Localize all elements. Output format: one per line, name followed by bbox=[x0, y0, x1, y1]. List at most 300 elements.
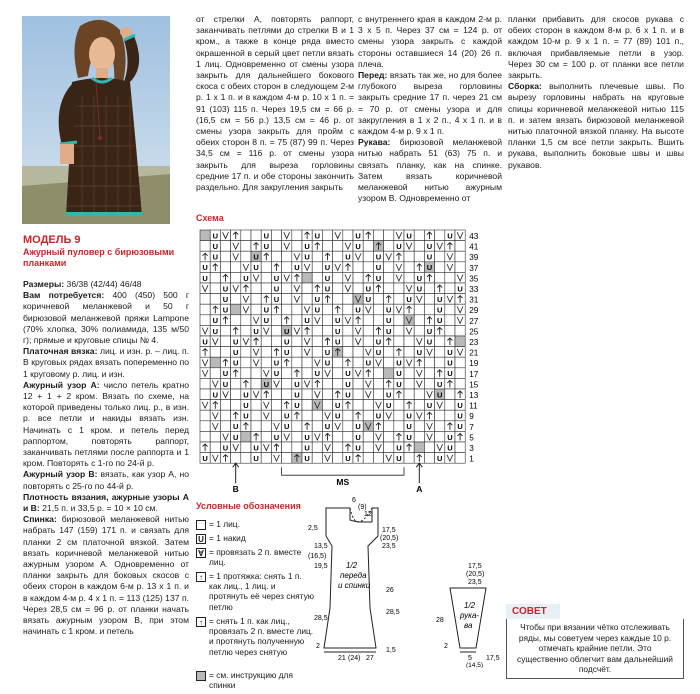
chart-symbol-yarn-over: U bbox=[396, 242, 402, 251]
chart-symbol-yarn-over: U bbox=[253, 263, 259, 273]
chart-symbol-yarn-over: U bbox=[283, 348, 290, 357]
chart-cell bbox=[210, 272, 220, 283]
chart-cell bbox=[424, 304, 434, 315]
chart-cell bbox=[251, 400, 261, 411]
front-left-1: 13,5 bbox=[314, 543, 328, 550]
chart-cell bbox=[373, 230, 383, 241]
chart-cell bbox=[414, 241, 424, 252]
chart-symbol-yarn-over: U bbox=[436, 454, 443, 463]
chart-cell bbox=[343, 304, 353, 315]
chart-cell bbox=[282, 442, 292, 453]
tip-text: Чтобы при вязании чётко отслеживать ряды, мы советуем через каждые 10 р. отмечать крайние петли. Это существенно облегчит вам дальнейший подсчёт. bbox=[506, 619, 684, 679]
chart-symbol-yarn-over: U bbox=[304, 316, 310, 326]
chart-symbol-yarn-over: U bbox=[222, 284, 229, 294]
chart-symbol-yarn-over: U bbox=[355, 443, 361, 453]
chart-cell bbox=[384, 262, 394, 273]
chart-symbol-yarn-over: U bbox=[222, 443, 229, 453]
chart-symbol-yarn-over: U bbox=[202, 263, 208, 273]
chart-symbol-yarn-over: U bbox=[212, 252, 219, 262]
legend-skp-symbol: ↑ bbox=[196, 572, 206, 582]
chart-cell bbox=[220, 347, 230, 358]
chart-row-label: 7 bbox=[469, 422, 474, 432]
chart-symbol-yarn-over: U bbox=[457, 411, 463, 421]
sleeve-label-1: 1/2 bbox=[464, 601, 476, 610]
chart-symbol-yarn-over: U bbox=[375, 252, 382, 262]
chart-cell bbox=[261, 283, 271, 294]
chart-symbol-yarn-over: U bbox=[222, 305, 229, 315]
chart-cell bbox=[220, 410, 230, 421]
chart-cell bbox=[282, 378, 292, 389]
front-left-2: (16,5) bbox=[308, 553, 327, 560]
chart-symbol-yarn-over: U bbox=[222, 379, 229, 389]
chart-symbol-yarn-over: U bbox=[283, 411, 290, 421]
chart-cell bbox=[435, 431, 445, 442]
chart-symbol-yarn-over: U bbox=[436, 305, 443, 315]
plat-text: лиц. и изн. р. – лиц. п. В круговых рядах вязать попеременно по 1 круговому р. лиц. и изн. bbox=[23, 346, 189, 379]
chart-cell bbox=[200, 315, 210, 326]
chart-cell bbox=[384, 347, 394, 358]
chart-cell bbox=[445, 283, 455, 294]
chart-symbol-yarn-over: U bbox=[324, 422, 331, 432]
col4-text: планки прибавить для скосов рукава с обеих сторон в каждом 8-м р. 6 х 1 п. и в каждом 10-м р. 9 х 1 п. = 77 (89) 101 п., включая прибавляемые петли в узор. Через 30 см = 100 р. от планки все петли закрыть. bbox=[508, 14, 684, 81]
chart-cell bbox=[353, 283, 363, 294]
chart-cell bbox=[271, 315, 281, 326]
chart-cell bbox=[394, 294, 404, 305]
chart-symbol-yarn-over: U bbox=[396, 358, 402, 368]
chart-row-label: 21 bbox=[469, 348, 479, 358]
legend-text: = 1 накид bbox=[209, 533, 246, 543]
chart-cell bbox=[220, 251, 230, 262]
chart-cell bbox=[271, 336, 281, 347]
chart-cell bbox=[282, 294, 292, 305]
chart-symbol-yarn-over: U bbox=[263, 316, 270, 326]
legend-item bbox=[196, 616, 315, 657]
chart-symbol-yarn-over: U bbox=[447, 231, 453, 241]
chart-cell bbox=[373, 294, 383, 305]
chart-cell bbox=[282, 389, 292, 400]
chart-cell bbox=[251, 368, 261, 379]
chart-symbol-yarn-over: U bbox=[385, 326, 392, 336]
chart-cell bbox=[292, 357, 302, 368]
chart-row-label: 35 bbox=[469, 274, 479, 284]
chart-cell bbox=[445, 400, 455, 411]
chart-symbol-yarn-over: U bbox=[202, 337, 208, 347]
chart-cell bbox=[414, 431, 424, 442]
chart-symbol-yarn-over: U bbox=[375, 348, 382, 357]
chart-cell bbox=[435, 421, 445, 432]
chart-cell bbox=[312, 325, 322, 336]
chart-symbol-yarn-over: U bbox=[426, 242, 433, 251]
pattern-a-text: число петель кратно 12 + 1 + 2 кром. Вязать по схеме, на которой приведены только лиц. р., в изн. р. все петли и накиды вязать изн. Начинать с 1 кром. и петель перед раппортом, повторять раппорт, заканчивать петлями после раппорта и 1 кром. Повторять с 1-го по 24-й р. bbox=[23, 379, 190, 469]
chart-symbol-yarn-over: U bbox=[232, 432, 239, 442]
chart-symbol-yarn-over: U bbox=[334, 401, 341, 410]
chart-cell bbox=[312, 272, 322, 283]
legend-yarn-over-symbol: U bbox=[196, 534, 206, 544]
chart-cell bbox=[231, 262, 241, 273]
chart-cell bbox=[384, 442, 394, 453]
legend-item bbox=[196, 519, 315, 530]
chart-symbol-yarn-over: U bbox=[294, 390, 300, 400]
chart-cell bbox=[384, 241, 394, 252]
chart-cell bbox=[302, 294, 312, 305]
chart-cell bbox=[251, 378, 261, 389]
chart-cell bbox=[210, 347, 220, 358]
sizes-label: Размеры: bbox=[23, 279, 65, 289]
chart-symbol-yarn-over: U bbox=[385, 305, 392, 315]
chart-cell bbox=[292, 431, 302, 442]
sleeve-top-1: 17,5 bbox=[468, 563, 482, 570]
chart-cell bbox=[435, 357, 445, 368]
chart-cell bbox=[343, 347, 353, 358]
chart-cell bbox=[363, 400, 373, 411]
chart-symbol-yarn-over: U bbox=[436, 390, 443, 400]
front-label-1: 1/2 bbox=[346, 561, 358, 570]
model-photo-illustration bbox=[22, 16, 170, 224]
chart-cell bbox=[231, 400, 241, 411]
chart-title: Схема bbox=[196, 213, 224, 223]
chart-cell bbox=[302, 368, 312, 379]
chart-row-label: 29 bbox=[469, 306, 479, 316]
chart-cell bbox=[455, 378, 465, 389]
chart-cell bbox=[251, 304, 261, 315]
chart-symbol-yarn-over: U bbox=[243, 390, 249, 400]
chart-cell bbox=[363, 453, 373, 464]
chart-cell bbox=[404, 347, 414, 358]
chart-cell bbox=[343, 336, 353, 347]
chart-cell bbox=[251, 421, 261, 432]
front-bottom-4: 1,5 bbox=[386, 647, 396, 654]
chart-symbol-yarn-over: U bbox=[396, 379, 402, 389]
chart-cell bbox=[373, 368, 383, 379]
chart-cell bbox=[353, 378, 363, 389]
chart-cell bbox=[322, 315, 332, 326]
pattern-a-paragraph bbox=[23, 380, 189, 470]
chart-cell bbox=[292, 347, 302, 358]
chart-cell bbox=[241, 453, 251, 464]
chart-cell bbox=[333, 251, 343, 262]
chart-symbol-yarn-over: U bbox=[396, 454, 402, 463]
chart-cell bbox=[231, 378, 241, 389]
chart-cell bbox=[435, 262, 445, 273]
legend-sk2p-symbol: ↑ bbox=[196, 617, 206, 627]
chart-cell bbox=[282, 368, 292, 379]
sleeve-label-2: рука- bbox=[460, 611, 480, 620]
knitting-chart bbox=[196, 226, 486, 494]
chart-cell bbox=[404, 378, 414, 389]
chart-cell bbox=[312, 442, 322, 453]
sleeve-bottom-1: 5 bbox=[468, 655, 472, 662]
materials-text: 400 (450) 500 г коричневой меланжевой и 50 г бирюзовой меланжевой пряжи Lampone (70% хлопка, 30% полиамида, 135 м/50 г); прямые и круговые спицы № 4. bbox=[23, 290, 189, 346]
chart-row-label: 27 bbox=[469, 316, 479, 326]
chart-cell bbox=[241, 368, 251, 379]
chart-cell bbox=[312, 347, 322, 358]
chart-cell bbox=[343, 325, 353, 336]
chart-cell bbox=[241, 347, 251, 358]
chart-symbol-yarn-over: U bbox=[375, 337, 382, 347]
chart-cell bbox=[282, 283, 292, 294]
chart-cell bbox=[322, 230, 332, 241]
chart-cell bbox=[210, 357, 220, 368]
col3-text: с внутреннего края в каждом 2-м р. 3 х 5 п. Через 37 см = 124 р. от смены узора закрыть с каждой стороны оставшиеся 14 (20) 26 п. плеча. bbox=[358, 14, 502, 69]
model-subtitle: Ажурный пуловер с бирюзовыми планками bbox=[23, 247, 175, 268]
col2-text: от стрелки А, повторять раппорт, заканчивать петлями до стрелки В и 1 кром., а также в конце ряда вместо окрашенной в серый цвет петли вязать 1 лиц. Одновременно от смены узора закрыть для дальнейшего бокового скоса с обеих сторон в следующем 2-м р. 1 х 1 п. и в каждом 4-м р. 10 х 1 п. = 91 (103) 115 п. Через 19,5 см = 66 р. (16,5 см = 56 р.) 13,5 см = 46 р. от смены узора закрыть для пройм с обеих сторон 8 п. = 75 (87) 99 п. Через 34,5 см = 116 р. от смены узора закрыть для выреза горловины средние 17 п. и обе стороны закончить раздельно. Для закругления закрыть bbox=[196, 14, 354, 193]
chart-cell bbox=[384, 230, 394, 241]
chart-cell bbox=[220, 241, 230, 252]
chart-symbol-yarn-over: U bbox=[253, 454, 259, 463]
chart-row-label: 5 bbox=[469, 433, 474, 443]
chart-cell bbox=[394, 315, 404, 326]
chart-symbol-yarn-over: U bbox=[243, 401, 249, 410]
chart-row-label: 11 bbox=[469, 401, 478, 411]
chart-cell bbox=[445, 304, 455, 315]
chart-row-label: 31 bbox=[469, 295, 479, 305]
chart-cell bbox=[363, 442, 373, 453]
chart-cell bbox=[231, 304, 241, 315]
chart-cell bbox=[353, 357, 363, 368]
chart-symbol-yarn-over: U bbox=[406, 295, 412, 304]
chart-symbol-yarn-over: U bbox=[253, 252, 259, 262]
chart-cell bbox=[271, 389, 281, 400]
legend-text: = 1 лиц. bbox=[209, 519, 240, 529]
chart-cell bbox=[200, 378, 210, 389]
chart-symbol-yarn-over: U bbox=[375, 411, 382, 421]
chart-cell bbox=[414, 251, 424, 262]
chart-cell bbox=[455, 453, 465, 464]
chart-cell bbox=[251, 283, 261, 294]
chart-cell bbox=[220, 421, 230, 432]
repeat-bracket bbox=[282, 467, 404, 475]
gauge-paragraph bbox=[23, 492, 189, 514]
chart-cell bbox=[302, 400, 312, 411]
chart-symbol-yarn-over: U bbox=[355, 422, 361, 432]
chart-cell bbox=[333, 368, 343, 379]
chart-cell bbox=[271, 241, 281, 252]
front-label-3: и спинки bbox=[338, 581, 371, 590]
chart-symbol-yarn-over: U bbox=[273, 358, 280, 368]
sleeve-top-3: 23,5 bbox=[468, 579, 482, 586]
chart-cell bbox=[241, 357, 251, 368]
tip-box bbox=[506, 604, 684, 680]
front-label: Перед: bbox=[358, 70, 388, 81]
chart-cell bbox=[404, 336, 414, 347]
front-back-schematic bbox=[300, 496, 420, 666]
sleeve-bottom-3: 17,5 bbox=[486, 655, 500, 662]
chart-cell bbox=[210, 294, 220, 305]
chart-cell bbox=[312, 410, 322, 421]
chart-cell bbox=[292, 230, 302, 241]
chart-symbol-yarn-over: U bbox=[294, 263, 300, 273]
chart-symbol-yarn-over: U bbox=[345, 369, 351, 379]
chart-cell bbox=[424, 357, 434, 368]
model-photo bbox=[22, 16, 170, 224]
legend-text: = 1 протяжка: снять 1 п. как лиц., 1 лиц. и протянуть её через снятую петлю bbox=[209, 571, 315, 612]
chart-cell bbox=[363, 262, 373, 273]
chart-cell bbox=[271, 251, 281, 262]
chart-cell bbox=[394, 283, 404, 294]
chart-cell bbox=[414, 421, 424, 432]
chart-symbol-yarn-over: U bbox=[273, 432, 280, 442]
sizes-paragraph bbox=[23, 279, 189, 290]
chart-cell bbox=[271, 325, 281, 336]
chart-symbol-yarn-over: U bbox=[212, 231, 219, 241]
chart-symbol-yarn-over: U bbox=[436, 295, 443, 304]
chart-symbol-yarn-over: U bbox=[345, 379, 351, 389]
chart-cell bbox=[251, 230, 261, 241]
front-left-5: 2 bbox=[316, 643, 320, 650]
chart-cell bbox=[445, 389, 455, 400]
chart-cell bbox=[343, 410, 353, 421]
front-bottom-3: 27 bbox=[366, 655, 374, 662]
chart-symbol-yarn-over: U bbox=[385, 316, 392, 326]
chart-cell bbox=[241, 241, 251, 252]
chart-symbol-yarn-over: U bbox=[202, 454, 208, 463]
chart-cell bbox=[333, 442, 343, 453]
chart-symbol-yarn-over: U bbox=[283, 326, 290, 336]
chart-cell bbox=[261, 347, 271, 358]
chart-symbol-yarn-over: U bbox=[253, 443, 259, 453]
chart-symbol-yarn-over: U bbox=[396, 369, 402, 379]
chart-symbol-yarn-over: U bbox=[447, 443, 453, 453]
chart-cell bbox=[302, 410, 312, 421]
chart-symbol-yarn-over: U bbox=[304, 252, 310, 262]
front-bottom-2: (24) bbox=[348, 655, 361, 662]
chart-symbol-yarn-over: U bbox=[314, 305, 321, 315]
legend-knit-symbol bbox=[196, 520, 206, 530]
gauge-text: 21,5 п. и 33,5 р. = 10 × 10 см. bbox=[42, 503, 158, 514]
chart-cell bbox=[394, 336, 404, 347]
chart-cell bbox=[435, 347, 445, 358]
chart-symbol-yarn-over: U bbox=[406, 411, 412, 421]
chart-symbol-yarn-over: U bbox=[436, 316, 443, 326]
chart-cell bbox=[333, 357, 343, 368]
chart-cell bbox=[302, 357, 312, 368]
chart-cell bbox=[424, 442, 434, 453]
chart-symbol-yarn-over: U bbox=[436, 379, 443, 389]
chart-cell bbox=[343, 421, 353, 432]
chart-cell bbox=[435, 272, 445, 283]
legend-k2tog-symbol: ∀ bbox=[196, 548, 206, 558]
chart-symbol-yarn-over: U bbox=[324, 273, 331, 283]
chart-symbol-yarn-over: U bbox=[324, 284, 331, 294]
chart-cell bbox=[333, 431, 343, 442]
chart-cell bbox=[282, 251, 292, 262]
chart-symbol-yarn-over: U bbox=[416, 348, 423, 357]
chart-cell bbox=[282, 453, 292, 464]
chart-cell bbox=[231, 389, 241, 400]
chart-cell bbox=[404, 453, 414, 464]
chart-cell bbox=[353, 389, 363, 400]
chart-symbol-yarn-over: U bbox=[232, 358, 239, 368]
back-text: бирюзовой меланжевой нитью набрать 147 (159) 171 п. и связать для планки 2 см платочной вязкой. Затем вязать коричневой меланжевой нитью ажурным узором А. Одновременно от планки закрыть для боковых скосов с обеих сторон в каждом 6-м р. 13 х 1 п. и в каждом 4-м р. 4 х 1 п. = 113 (125) 137 п. Через 28,5 см = 96 р. от планки начать вязать ажурным узором В, при этом начинать с 1 кром. и петель bbox=[23, 514, 189, 637]
chart-cell bbox=[424, 294, 434, 305]
legend-item bbox=[196, 571, 315, 612]
chart-symbol-yarn-over: U bbox=[406, 432, 412, 442]
chart-cell bbox=[404, 368, 414, 379]
chart-symbol-yarn-over: U bbox=[334, 411, 341, 421]
chart-symbol-yarn-over: U bbox=[355, 242, 361, 251]
chart-cell bbox=[363, 410, 373, 421]
front-top-left: 6 bbox=[352, 497, 356, 504]
chart-cell bbox=[445, 410, 455, 421]
chart-row-label: 1 bbox=[469, 454, 474, 464]
chart-symbol-yarn-over: U bbox=[447, 369, 453, 379]
chart-cell bbox=[231, 272, 241, 283]
chart-symbol-yarn-over: U bbox=[447, 432, 453, 442]
sleeve-left-1: 28 bbox=[436, 617, 444, 624]
front-right-3: 23,5 bbox=[382, 543, 396, 550]
chart-cell bbox=[292, 304, 302, 315]
chart-cell bbox=[231, 315, 241, 326]
front-left-4: 28,5 bbox=[314, 615, 328, 622]
chart-cell bbox=[261, 336, 271, 347]
chart-cell bbox=[200, 241, 210, 252]
legend-text: = см. инструкцию для спинки bbox=[209, 670, 293, 691]
chart-cell bbox=[353, 272, 363, 283]
chart-cell bbox=[251, 294, 261, 305]
chart-cell bbox=[210, 442, 220, 453]
chart-cell bbox=[404, 251, 414, 262]
column-4 bbox=[508, 14, 684, 171]
chart-cell bbox=[292, 442, 302, 453]
chart-symbol-yarn-over: U bbox=[294, 379, 300, 389]
column-1 bbox=[23, 279, 189, 638]
plat-paragraph bbox=[23, 346, 189, 380]
front-left-top: 2,5 bbox=[308, 525, 318, 532]
chart-cell bbox=[312, 262, 322, 273]
chart-cell bbox=[210, 431, 220, 442]
chart-cell bbox=[282, 262, 292, 273]
back-paragraph bbox=[23, 514, 189, 637]
chart-symbol-yarn-over: U bbox=[457, 401, 463, 410]
chart-symbol-yarn-over: U bbox=[222, 369, 229, 379]
chart-cell bbox=[200, 431, 210, 442]
chart-cell bbox=[261, 272, 271, 283]
chart-cell bbox=[414, 442, 424, 453]
chart-symbol-yarn-over: U bbox=[355, 432, 361, 442]
sizes-value: 36/38 (42/44) 46/48 bbox=[66, 279, 142, 289]
chart-cell bbox=[261, 357, 271, 368]
chart-row-label: 17 bbox=[469, 369, 479, 379]
front-left-3: 19,5 bbox=[314, 563, 328, 570]
chart-row-label: 23 bbox=[469, 338, 479, 347]
tip-title: СОВЕТ bbox=[506, 604, 560, 619]
column-2 bbox=[196, 14, 354, 193]
chart-cell bbox=[200, 410, 210, 421]
chart-symbol-yarn-over: U bbox=[457, 284, 463, 294]
chart-cell bbox=[414, 304, 424, 315]
pattern-b-text: вязать, как узор А, но повторять с 25-го по 44-й р. bbox=[23, 469, 190, 491]
chart-cell bbox=[241, 442, 251, 453]
arrow-b-label: B bbox=[232, 484, 239, 494]
gauge-label: Плотность вязания, ажурные узоры А и В: bbox=[23, 491, 189, 514]
chart-symbol-yarn-over: U bbox=[283, 337, 290, 347]
plat-label: Платочная вязка: bbox=[23, 346, 98, 357]
chart-cell bbox=[333, 272, 343, 283]
chart-cell bbox=[292, 315, 302, 326]
chart-cell bbox=[363, 241, 373, 252]
chart-cell bbox=[384, 357, 394, 368]
chart-symbol-yarn-over: U bbox=[447, 348, 453, 357]
pattern-b-paragraph bbox=[23, 469, 189, 491]
chart-row-label: 39 bbox=[469, 253, 479, 263]
chart-symbol-yarn-over: U bbox=[345, 252, 351, 262]
chart-cell bbox=[333, 378, 343, 389]
chart-cell bbox=[302, 389, 312, 400]
chart-cell bbox=[363, 251, 373, 262]
chart-row-label: 37 bbox=[469, 263, 479, 273]
chart-cell bbox=[384, 283, 394, 294]
chart-cell bbox=[424, 283, 434, 294]
